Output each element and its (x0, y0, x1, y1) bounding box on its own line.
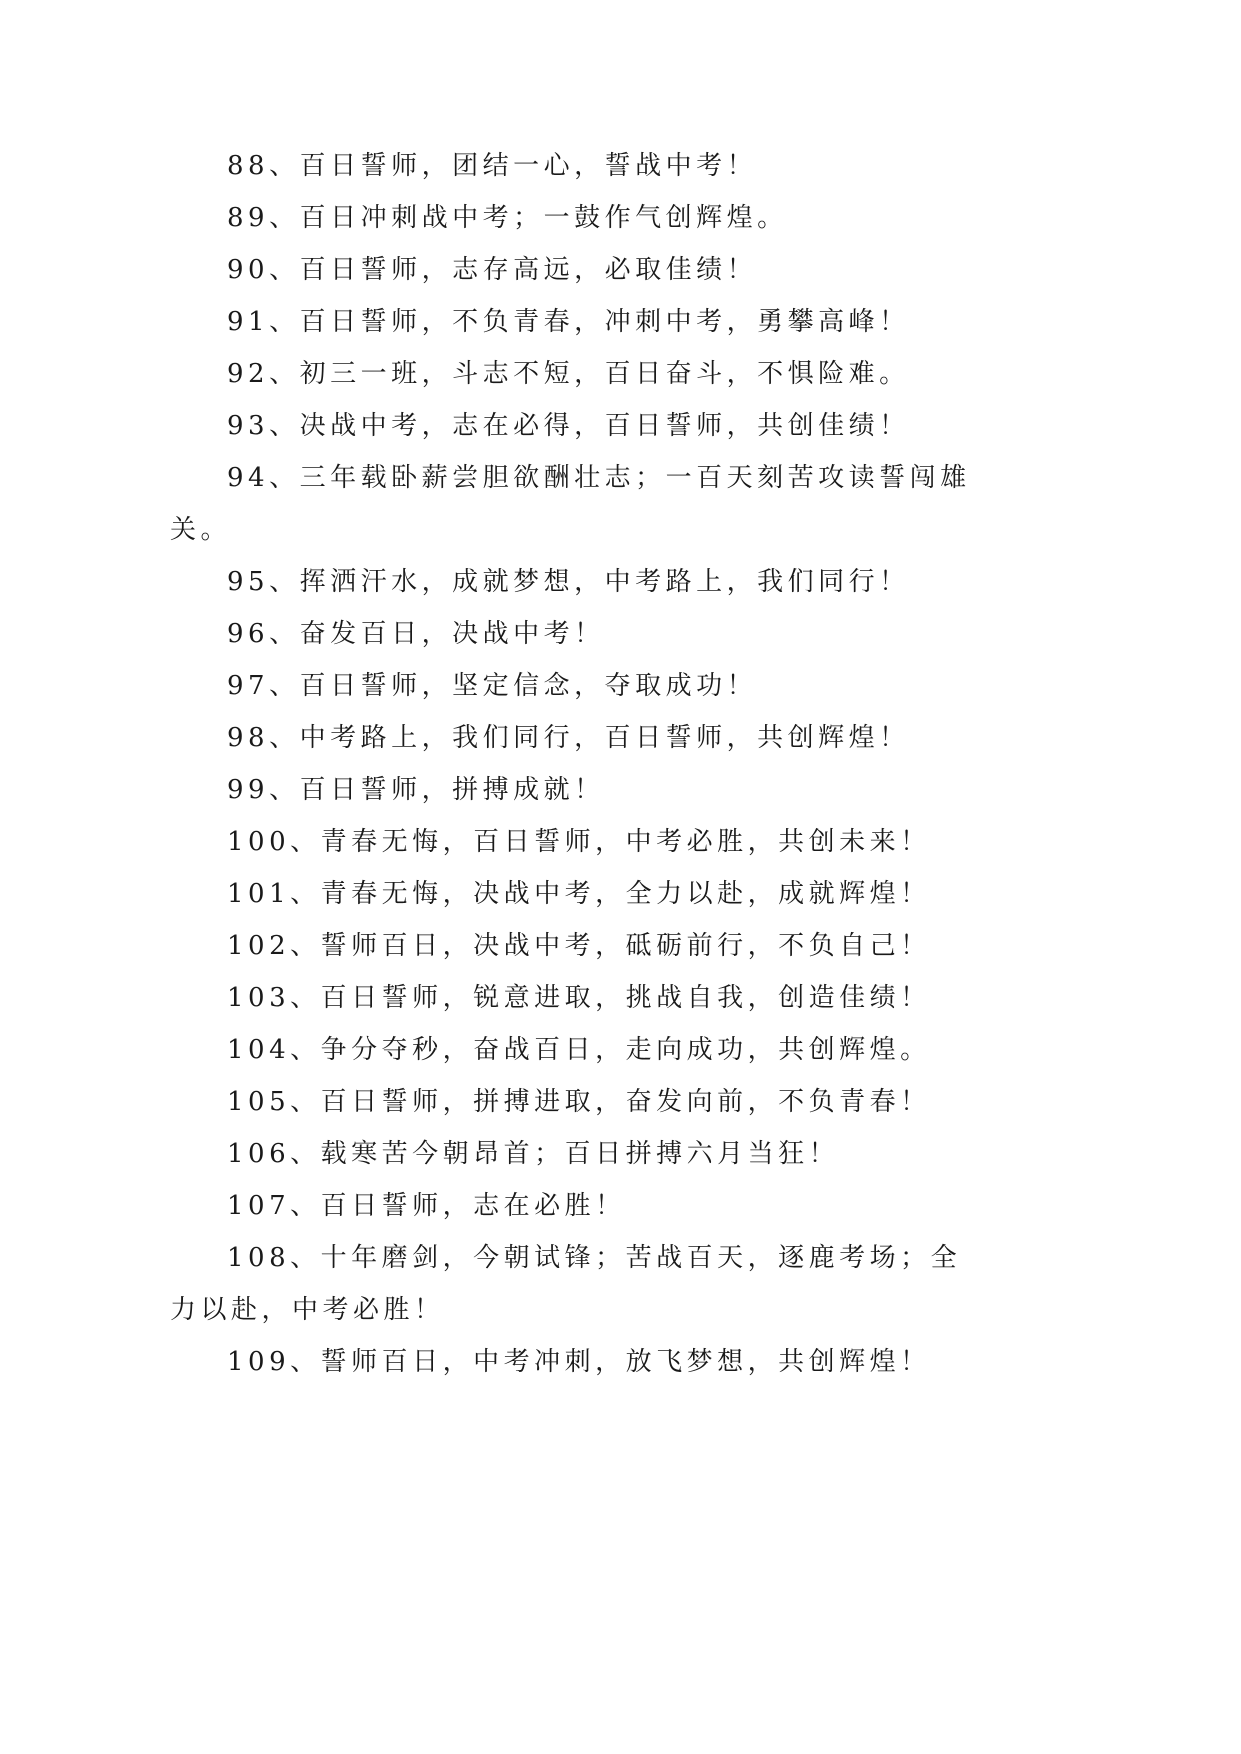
slogan-96: 96、奋发百日，决战中考！ (227, 619, 605, 649)
slogan-list (170, 140, 971, 1388)
slogan-94: 94、三年载卧薪尝胆欲酬壮志；一百天刻苦攻读誓闯雄 (227, 463, 971, 493)
slogan-89: 89、百日冲刺战中考；一鼓作气创辉煌。 (227, 203, 788, 233)
slogan-95: 95、挥洒汗水，成就梦想，中考路上，我们同行！ (227, 567, 910, 597)
slogan-94-continued: 关。 (170, 515, 232, 545)
slogan-90: 90、百日誓师，志存高远，必取佳绩！ (227, 255, 758, 285)
slogan-92: 92、初三一班，斗志不短，百日奋斗，不惧险难。 (227, 359, 910, 389)
slogan-108: 108、十年磨剑，今朝试锋；苦战百天，逐鹿考场；全 (227, 1243, 962, 1273)
slogan-97: 97、百日誓师，坚定信念，夺取成功！ (227, 671, 758, 701)
slogan-100: 100、青春无悔，百日誓师，中考必胜，共创未来！ (227, 827, 931, 857)
slogan-101: 101、青春无悔，决战中考，全力以赴，成就辉煌！ (227, 879, 931, 909)
slogan-107: 107、百日誓师，志在必胜！ (227, 1191, 626, 1221)
slogan-103: 103、百日誓师，锐意进取，挑战自我，创造佳绩！ (227, 983, 931, 1013)
slogan-106: 106、载寒苦今朝昂首；百日拼搏六月当狂！ (227, 1139, 840, 1169)
slogan-98: 98、中考路上，我们同行，百日誓师，共创辉煌！ (227, 723, 910, 753)
slogan-102: 102、誓师百日，决战中考，砥砺前行，不负自己！ (227, 931, 931, 961)
slogan-88: 88、百日誓师，团结一心，誓战中考！ (227, 151, 758, 181)
slogan-99: 99、百日誓师，拼搏成就！ (227, 775, 605, 805)
slogan-108-continued: 力以赴，中考必胜！ (170, 1295, 445, 1325)
slogan-109: 109、誓师百日，中考冲刺，放飞梦想，共创辉煌！ (227, 1347, 931, 1377)
slogan-105: 105、百日誓师，拼搏进取，奋发向前，不负青春！ (227, 1087, 931, 1117)
slogan-91: 91、百日誓师，不负青春，冲刺中考，勇攀高峰！ (227, 307, 910, 337)
slogan-93: 93、决战中考，志在必得，百日誓师，共创佳绩！ (227, 411, 910, 441)
slogan-104: 104、争分夺秒，奋战百日，走向成功，共创辉煌。 (227, 1035, 931, 1065)
